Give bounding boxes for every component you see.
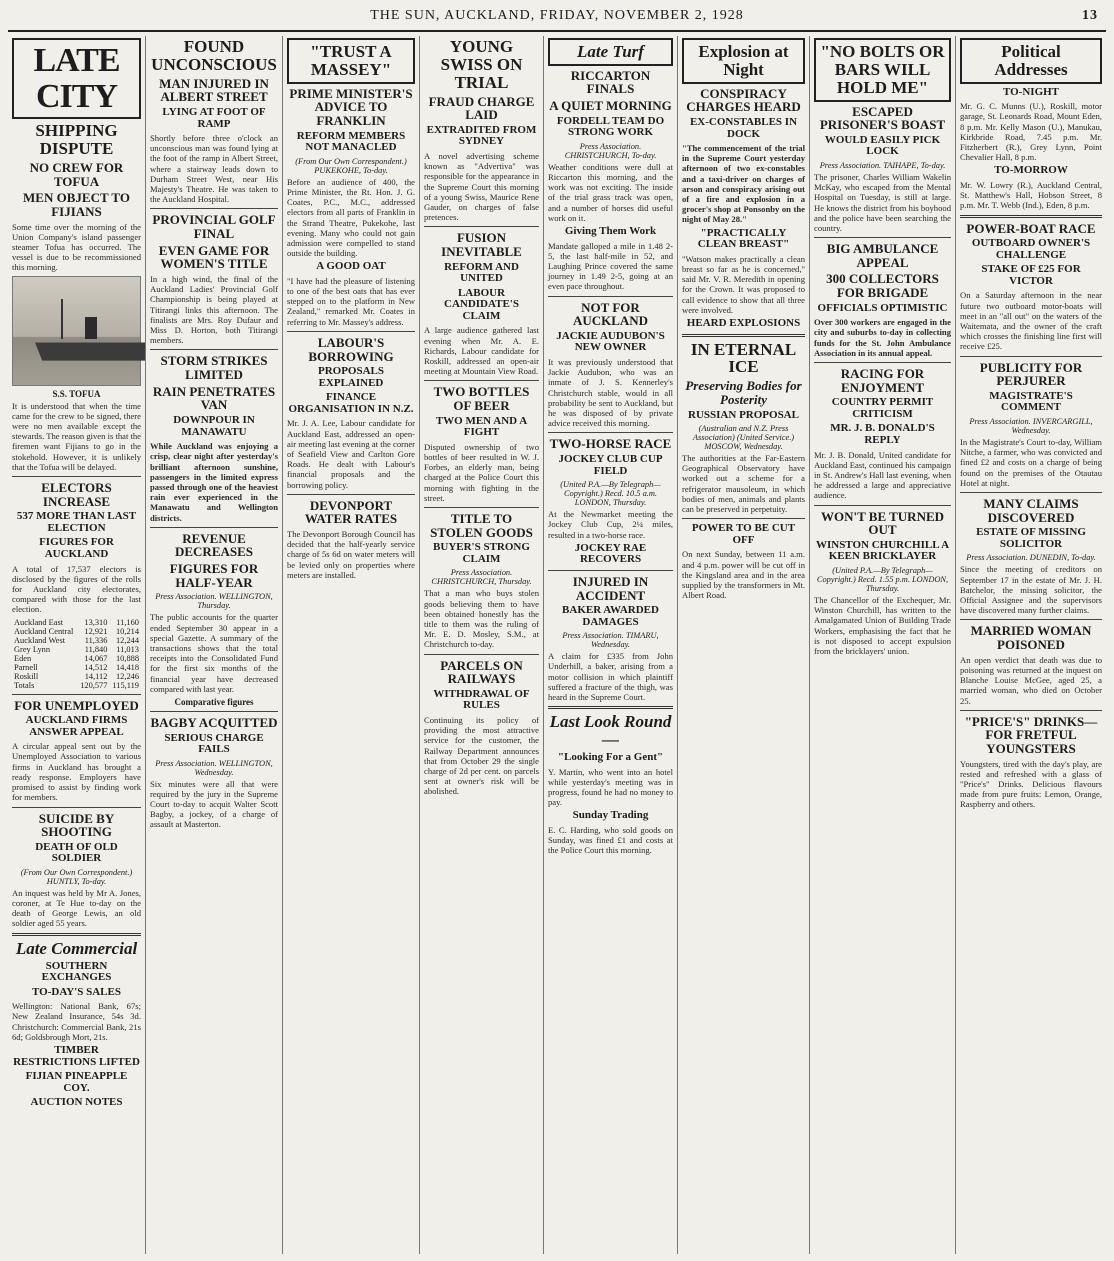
column-1 [8, 36, 146, 1254]
subhead-churchill: WINSTON CHURCHILL A KEEN BRICKLAYER [815, 538, 950, 563]
divider [814, 237, 951, 238]
subhead-escaped: ESCAPED PRISONER'S BOAST [819, 103, 946, 133]
headline-parcels: PARCELS ON RAILWAYS [440, 657, 523, 687]
dateline: (United P.A.—By Telegraph—Copyright.) Recd. 1.55 p.m. LONDON, Thursday. [816, 565, 949, 593]
subhead-tomorrow: TO-MORROW [994, 164, 1068, 177]
divider [548, 296, 673, 297]
headline-suicide: SUICIDE BY SHOOTING [38, 810, 115, 840]
article-text: A claim for £335 from John Underhill, a baker, arising from a motor collision in which plaintiff suffered a fracture of the thigh, was heard in the Supreme Court. [548, 651, 673, 703]
article-text: Mr. W. Lowry (R.), Auckland Central, St. Matthew's Hall, Hobson Street, 8 p.m. Mr. T. Webb (Ind.), Eden, 8 p.m. [960, 180, 1102, 211]
headline-claims: MANY CLAIMS DISCOVERED [983, 496, 1079, 525]
elector-count: 12,244 [115, 635, 139, 645]
electorate-row [12, 681, 141, 690]
headline-not-for-auckland: NOT FOR AUCKLAND [572, 299, 649, 329]
headline-golf-final: PROVINCIAL GOLF FINAL [152, 212, 276, 242]
section-last-look: Last Look Round— [549, 712, 672, 750]
divider [150, 208, 278, 209]
article-text: A novel advertising scheme known as "Advertiva" was responsible for the appearance in the Supreme Court this morning of a young Swiss, Maurice Rene Gauder, on charges of false pretences. [424, 150, 539, 223]
article-text: Mr. G. C. Munns (U.), Roskill, motor garage, St. Leonards Road, Mount Eden, 8 p.m. Mr. Kelly Mason (U.), Manukau, Kirkbride Road, 7.45 p.m. Mr. Fitzherbert (R.), Grey Lynn, Point Chevalier Hall, 8 p.m. [960, 101, 1102, 163]
headline-racing: RACING FOR ENJOYMENT [840, 366, 925, 395]
divider [287, 331, 415, 332]
divider [287, 494, 415, 495]
article-text: Some time over the morning of the Union Company's island passenger steamer Tofua has occurred. The vessel is due to be recommissioned this morning. [12, 221, 141, 273]
subhead-todays-sales: TO-DAY'S SALES [32, 985, 121, 998]
headline-poisoned: MARRIED WOMAN POISONED [970, 623, 1092, 653]
headline-found-unconscious: FOUND UNCONSCIOUS [151, 37, 277, 74]
dateline: (Australian and N.Z. Press Association) (United Service.) MOSCOW, Wednesday. [692, 424, 795, 452]
headline-trust-massey: "TRUST A MASSEY" [287, 38, 415, 84]
article-text: Six minutes were all that were required by the jury in the Supreme Court to-day to acquit Walter Scott Bagby, a jockey, of a charge of assault at Masterton. [150, 778, 278, 830]
article-text: In a high wind, the final of the Auckland Ladies' Provincial Golf Championship is being played at Titirangi links this afternoon. The finalists are Mrs. Roy Dufaur and Miss D. Horton, both Titirangi members. [150, 274, 278, 346]
electorate-row [12, 672, 141, 681]
subhead-buyer-claim: BUYER'S STRONG CLAIM [433, 541, 530, 565]
divider [424, 654, 539, 655]
headline-devonport: DEVONPORT WATER RATES [304, 497, 398, 527]
subhead-two-men: TWO MEN AND A FIGHT [435, 414, 528, 439]
subhead-ex-constables: EX-CONSTABLES IN DOCK [689, 115, 798, 140]
divider [960, 356, 1102, 357]
article-text: Mr. J. B. Donald, United candidate for Auckland East, continued his campaign in St. Andrew's Hall last evening, when he addressed a large and appreciative audience. [814, 449, 951, 501]
subhead-solicitor: ESTATE OF MISSING SOLICITOR [976, 526, 1086, 550]
subhead-conspiracy: CONSPIRACY CHARGES HEARD [686, 85, 801, 115]
electorate-row [12, 636, 141, 645]
electorate-name: Auckland Central [14, 626, 74, 636]
column-5 [544, 36, 678, 1254]
subhead-rain-van: RAIN PENETRATES VAN [152, 383, 276, 413]
electorate-row [12, 663, 141, 672]
column-7 [810, 36, 956, 1254]
elector-count: 12,921 [84, 626, 108, 636]
subhead-withdrawal: WITHDRAWAL OF RULES [433, 687, 530, 712]
divider [150, 349, 278, 350]
elector-count: 11,013 [116, 644, 139, 654]
ship-mast [61, 299, 63, 339]
article-text: On next Sunday, between 11 a.m. and 4 p.m. power will be cut off in the Kingsland area and in the area supplied by the transformers in Mt. Albert Road. [682, 549, 805, 601]
headline-electors: ELECTORS INCREASE [41, 480, 112, 509]
article-text: Disputed ownership of two bottles of beer resulted in W. J. Forbes, an elderly man, being charged at the Police Court this morning with fighting in the street. [424, 441, 539, 503]
subhead-quiet-morning: A QUIET MORNING [549, 98, 672, 114]
elector-count: 14,067 [84, 653, 108, 663]
article-text: "The commencement of the trial in the Supreme Court yesterday afternoon of two ex-constables and a taxi-driver on charges of arson and conspiracy arising out of a fire and explosion in a grocer's shop at Ponsonby on the night of May 28." [682, 143, 805, 225]
subhead-pick-lock: WOULD EASILY PICK LOCK [824, 133, 941, 158]
article-text: A total of 17,537 electors is disclosed by the figures of the rolls for Auckland city electorates, compared with those for the last election. [12, 563, 141, 615]
article-text: E. C. Harding, who sold goods on Sunday, was fined £1 and costs at the Police Court this morning. [548, 824, 673, 856]
masthead [8, 4, 1106, 32]
headline-revenue: REVENUE DECREASES [174, 530, 254, 560]
subhead-no-crew: NO CREW FOR TOFUA [29, 160, 124, 189]
article-text: It was previously understood that Jackie Audubon, who was an inmate of J. S. Kennerley's Christchurch stable, would in all probability be sent to Auckland, but he was disposed of by private advice received this morning. [548, 357, 673, 429]
article-text: Wellington: National Bank, 67s; New Zealand Insurance, 54s 3d. Christchurch: Commercial Bank, 21s 6d; Goldsbrough Mort, 21s. [12, 1001, 141, 1042]
elector-count: 14,112 [84, 671, 108, 681]
article-text: Since the meeting of creditors on September 17 in the estate of Mr. J. H. Batchelor, the missing solicitor, the Official Assignee and the supervisors have discovered many further claims. [960, 564, 1102, 616]
subhead-extradited: EXTRADITED FROM SYDNEY [426, 123, 537, 148]
ship-funnel [85, 317, 97, 339]
headline-fusion: FUSION INEVITABLE [441, 230, 522, 259]
headline-shipping-dispute: SHIPPING DISPUTE [35, 121, 118, 159]
section-late-commercial: Late Commercial [15, 938, 138, 958]
article-text: The prisoner, Charles William Wakelin McKay, who escaped from the Mental Hospital on Tuesday, is still at large. He knows the district from his boyhood and the police have been searching the country. [814, 171, 951, 233]
article-text: It is understood that when the time came for the crew to be signed, there were no men available except the stewards. The reason given is that the firemen want Fijians to go in the stokehold. However, it is unlikely that the Tofua will be delayed. [12, 400, 141, 472]
column-4 [420, 36, 544, 1254]
divider [424, 507, 539, 508]
article-text: The Devonport Borough Council has decided that the half-yearly service charge of 5s 6d on water meters will be levied only on properties where meters are installed. [287, 529, 415, 580]
dateline: (From Our Own Correspondent.) HUNTLY, To-day. [20, 867, 133, 886]
elector-count: 12,246 [115, 671, 139, 681]
subhead-prime-minister: PRIME MINISTER'S ADVICE TO FRANKLIN [289, 85, 413, 128]
electorate-name: Roskill [14, 671, 39, 681]
late-city-banner: LATE CITY [12, 38, 141, 119]
electorate-name: Grey Lynn [14, 644, 51, 654]
article-text: Continuing its policy of providing the most attractive service for the customer, the Railway Department announces that from October 29 the single charge of 2d per cent. on parcels sent at owner's risk will be abolished. [424, 714, 539, 797]
article-text: On a Saturday afternoon in the near future two outboard motor-boats will meet in an "all out" on the waters of the Waitemata, and the owner of the craft which crosses the finishing line first will receive £25. [960, 290, 1102, 352]
article-text: Shortly before three o'clock an unconscious man was found lying at the foot of the ramp in Albert Street, where a stairway leads down to Durham Street West, near His Majesty's Theatre. He was taken to the Auckland Hospital. [150, 133, 278, 205]
section-late-turf: Late Turf [548, 38, 673, 66]
divider [150, 527, 278, 528]
divider [424, 226, 539, 227]
article-text: "I have had the pleasure of listening to one of the best oats that has ever stepped on to the platform in New Zealand," remarked Mr. Coates in referring to Mr. Massey's address. [287, 275, 415, 327]
divider [814, 505, 951, 506]
subhead-finance: FINANCE ORGANISATION IN N.Z. [288, 391, 414, 415]
electorate-name: Totals [14, 680, 35, 690]
subhead-magistrate: MAGISTRATE'S COMMENT [989, 389, 1073, 414]
subhead-baker-damages: BAKER AWARDED DAMAGES [562, 604, 659, 628]
crosshead-good-oat: A GOOD OAT [316, 260, 386, 273]
headline-timber: TIMBER RESTRICTIONS LIFTED [13, 1043, 140, 1068]
subhead-manawatu: DOWNPOUR IN MANAWATU [173, 414, 255, 438]
subhead-reform-members: REFORM MEMBERS NOT MANACLED [296, 129, 406, 154]
subhead-exchanges: SOUTHERN EXCHANGES [41, 959, 112, 984]
article-text: The public accounts for the quarter ended September 30 appear in a special Gazette. A summary of the transactions shows that the total receipts into the Consolidated Fund for the first six months of the financial year have decreased compared with last year. [150, 612, 278, 694]
article-text: A circular appeal sent out by the Unemployed Association to various firms in Auckland has brought a ready response. Employers have promised to assist by finding work for members. [12, 741, 141, 803]
divider [12, 694, 141, 695]
table-label: Comparative figures [174, 696, 254, 707]
article-text: In the Magistrate's Court to-day, William Nitche, a farmer, who was convicted and fined £2 and costs on a charge of being found on the premises of the Otautau Hotel at night. [960, 437, 1102, 488]
article-text: Over 300 workers are engaged in the city and suburbs to-day in collecting funds for the St. John Ambulance Association in its annual appeal. [814, 317, 951, 358]
divider [548, 570, 673, 571]
subhead-stake: STAKE OF £25 FOR VICTOR [981, 263, 1081, 287]
divider [548, 432, 673, 433]
article-text: An inquest was held by Mr A. Jones, coroner, at Te Hue to-day on the death of George Lewis, an old soldier aged 55 years. [12, 887, 141, 929]
subhead-man-injured: MAN INJURED IN ALBERT STREET [159, 75, 269, 105]
divider [814, 362, 951, 363]
electorate-table [12, 618, 141, 690]
subhead-permit: COUNTRY PERMIT CRITICISM [831, 396, 934, 420]
dateline: Press Association. WELLINGTON, Thursday. [155, 592, 273, 611]
article-text: "Watson makes practically a clean breast so far as he is concerned," said Mr. V. R. Meredith in opening for the Crown. It was proposed to call evidence to show that all three were involved. [682, 253, 805, 315]
article-text: Y. Martin, who went into an hotel while yesterday's meeting was in progress, found he had no money to pay. [548, 766, 673, 808]
article-text: Weather conditions were dull at Riccarton this morning, and the work was not exciting. The inside of the trial grass track was open, and a number of horses did useful work on it. [548, 161, 673, 223]
dateline: Press Association. INVERCARGILL, Wednesday. [969, 417, 1093, 436]
subhead-old-soldier: DEATH OF OLD SOLDIER [35, 840, 118, 865]
elector-count: 120,577 [80, 680, 108, 690]
subhead-figures: FIGURES FOR AUCKLAND [39, 536, 114, 560]
subhead-537: 537 MORE THAN LAST ELECTION [16, 510, 137, 534]
article-text: An open verdict that death was due to poisoning was returned at the inquest on Blanche Louise McGee, aged 25, a married woman, who died on October 25. [960, 654, 1102, 706]
elector-count: 14,512 [84, 662, 108, 672]
article-text: Mr. J. A. Lee, Labour candidate for Auckland East, addressed an open-air meeting last evening at the corner of Seafield View and Carlton Gore Roads. He dealt with Labour's financial proposals and the borrowing policy. [287, 418, 415, 490]
article-text: That a man who buys stolen goods believing them to have been obtained honestly has the title to them was the ruling of Mr. E. D. Mosley, S.M., at Christchurch to-day. [424, 588, 539, 650]
subhead-donald-reply: MR. J. B. DONALD'S REPLY [830, 422, 935, 446]
subhead-proposals: PROPOSALS EXPLAINED [317, 365, 384, 389]
page-number: 13 [1082, 8, 1098, 23]
subhead-object-fijians: MEN OBJECT TO FIJIANS [23, 190, 130, 219]
dateline: Press Association. TAIHAPE, To-day. [819, 160, 946, 170]
subhead-serious-charge: SERIOUS CHARGE FAILS [164, 731, 264, 756]
divider [960, 619, 1102, 620]
headline-storm: STORM STRIKES LIMITED [160, 353, 268, 383]
divider [548, 706, 673, 709]
headline-eternal-ice: IN ETERNAL ICE [690, 339, 797, 377]
headline-pineapple: FIJIAN PINEAPPLE COY. [25, 1070, 128, 1094]
dateline: Press Association. DUNEDIN, To-day. [966, 553, 1096, 563]
headline-political-addresses: Political Addresses [960, 38, 1102, 84]
headline-labour-borrowing: LABOUR'S BORROWING [308, 334, 394, 364]
headline-ambulance: BIG AMBULANCE APPEAL [826, 241, 939, 270]
headline-stolen-goods: TITLE TO STOLEN GOODS [430, 510, 533, 540]
dateline: (United P.A.—By Telegraph—Copyright.) Recd. 10.5 a.m. LONDON, Thursday. [560, 480, 661, 508]
divider [12, 476, 141, 477]
headline-unemployed: FOR UNEMPLOYED [14, 697, 139, 713]
crosshead-heard-explosions: HEARD EXPLOSIONS [686, 317, 801, 329]
newspaper-dateline: THE SUN, AUCKLAND, FRIDAY, NOVEMBER 2, 1928 [370, 8, 744, 23]
headline-no-bolts: "NO BOLTS OR BARS WILL HOLD ME" [814, 38, 951, 102]
electorate-row [12, 618, 141, 627]
electorate-name: Auckland East [14, 617, 64, 627]
column-2 [146, 36, 283, 1254]
divider [682, 518, 805, 519]
elector-count: 10,214 [115, 626, 139, 636]
electorate-name: Eden [14, 653, 32, 663]
headline-power-cut: POWER TO BE CUT OFF [691, 522, 796, 546]
headline-auction: AUCTION NOTES [30, 1096, 123, 1109]
electorate-name: Parnell [14, 662, 38, 672]
subhead-preserving: Preserving Bodies for Posterity [685, 378, 802, 407]
subhead-tonight: TO-NIGHT [1002, 85, 1060, 98]
headline-perjurer: PUBLICITY FOR PERJURER [979, 359, 1083, 389]
elector-count: 11,160 [116, 617, 139, 627]
column-6 [678, 36, 810, 1254]
headline-two-horse: TWO-HORSE RACE [549, 436, 672, 452]
column-3 [283, 36, 420, 1254]
subhead-labour-claim: LABOUR CANDIDATE'S CLAIM [444, 286, 519, 322]
dateline: Press Association. CHRISTCHURCH, To-day. [564, 141, 657, 160]
elector-count: 10,888 [115, 653, 139, 663]
electorate-row [12, 654, 141, 663]
article-text: While Auckland was enjoying a crisp, clear night after yesterday's brilliant afternoon sunshine, passengers in the limited express passed through one of the heaviest rain ever experienced in the Manawatu and Wellington districts. [150, 441, 278, 523]
article-text: At the Newmarket meeting the Jockey Club Cup, 2¼ miles, resulted in a two-horse race. [548, 509, 673, 540]
subhead-jockey-cup: JOCKEY CLUB CUP FIELD [558, 453, 663, 477]
divider [960, 215, 1102, 218]
electorate-row [12, 627, 141, 636]
headline-explosion: Explosion at Night [682, 38, 805, 84]
elector-count: 13,310 [84, 617, 108, 627]
crosshead-giving-work: Giving Them Work [564, 225, 657, 238]
electorate-name: Auckland West [14, 635, 66, 645]
headline-injured: INJURED IN ACCIDENT [572, 573, 649, 603]
crosshead-clean-breast: "PRACTICALLY CLEAN BREAST" [697, 226, 790, 251]
subhead-jackie-audubon: JACKIE AUDUBON'S NEW OWNER [556, 329, 665, 354]
elector-count: 115,119 [112, 680, 139, 690]
divider [12, 807, 141, 808]
subhead-half-year: FIGURES FOR HALF-YEAR [169, 561, 259, 590]
headline-bagby: BAGBY ACQUITTED [150, 714, 278, 730]
columns [8, 36, 1106, 1256]
divider [424, 380, 539, 381]
divider [150, 711, 278, 712]
dateline: Press Association. TIMARU, Wednesday. [562, 631, 659, 650]
article-text: A large audience gathered last evening when Mr. A. E. Richards, Labour candidate for Roskill, addressed an open-air meeting at Mountain View Road. [424, 325, 539, 377]
article-text: Mandate galloped a mile in 1.48 2-5, the last half-mile in 52, and Laughing Prince covered the same journey in 1.49 2-5, going at an even pace throughout. [548, 240, 673, 292]
ship-photo [12, 276, 141, 386]
column-8 [956, 36, 1106, 1254]
photo-caption: S.S. TOFUA [52, 388, 101, 399]
dateline: Press Association. WELLINGTON, Wednesday. [155, 758, 273, 777]
subhead-fraud: FRAUD CHARGE LAID [428, 93, 535, 123]
advert-text: Youngsters, tired with the day's play, are rested and refreshed with a glass of "Price's" Drinks. Delicious flavours made from pure fruits: Lemon, Orange, Raspberry and others. [960, 758, 1102, 810]
headline-wont-be-turned-out: WON'T BE TURNED OUT [820, 508, 945, 538]
subhead-fordell: FORDELL TEAM DO STRONG WORK [556, 114, 665, 139]
advert-prices-drinks: "PRICE'S" DRINKS—FOR FRETFUL YOUNGSTERS [964, 713, 1098, 757]
divider [960, 710, 1102, 711]
electorate-row [12, 645, 141, 654]
crosshead-sunday-trading: Sunday Trading [572, 809, 649, 822]
divider [682, 334, 805, 337]
divider [960, 492, 1102, 493]
elector-count: 11,840 [84, 644, 108, 654]
subhead-russian: RUSSIAN PROPOSAL [688, 408, 799, 421]
subhead-firms-answer: AUCKLAND FIRMS ANSWER APPEAL [25, 714, 128, 738]
headline-jockey-rae: JOCKEY RAE RECOVERS [574, 541, 647, 566]
headline-young-swiss: YOUNG SWISS ON TRIAL [440, 37, 523, 92]
crosshead-looking-gent: "Looking For a Gent" [557, 750, 664, 763]
subhead-reform-united: REFORM AND UNITED [444, 260, 519, 285]
headline-two-bottles: TWO BOTTLES OF BEER [433, 384, 530, 413]
elector-count: 14,418 [115, 662, 139, 672]
subhead-outboard: OUTBOARD OWNER'S CHALLENGE [971, 237, 1091, 261]
article-text: The authorities at the Far-Eastern Geographical Observatory have worked out a scheme for a refrigerator mausoleum, in which bodies of men, animals and plants can be preserved in perpetuity. [682, 453, 805, 515]
divider [12, 933, 141, 936]
dateline: (From Our Own Correspondent.) PUKEKOHE, To-day. [295, 156, 407, 175]
elector-count: 11,336 [84, 635, 108, 645]
subhead-optimistic: OFFICIALS OPTIMISTIC [817, 301, 948, 314]
article-text: The Chancellor of the Exchequer, Mr. Winston Churchill, has written to the Amalgamated Union of Building Trade Workers, emphasising the fact that he is not disposed to accept expulsion from the bricklayers' union. [814, 594, 951, 656]
subhead-300-collectors: 300 COLLECTORS FOR BRIGADE [826, 271, 939, 301]
article-text: Before an audience of 400, the Prime Minister, the Rt. Hon. J. G. Coates, P.C., M.C., addressed electors from all parts of Franklin in the Strand Theatre, Pukekohe, last evening. Many who could not gain admission were compelled to stand outside the building. [287, 176, 415, 259]
dateline: Press Association. CHRISTCHURCH, Thursday. [431, 568, 532, 587]
subhead-foot-of-ramp: LYING AT FOOT OF RAMP [162, 105, 266, 130]
subhead-womens-title: EVEN GAME FOR WOMEN'S TITLE [158, 242, 270, 272]
headline-riccarton: RICCARTON FINALS [570, 67, 651, 97]
headline-power-boat: POWER-BOAT RACE [966, 220, 1096, 236]
